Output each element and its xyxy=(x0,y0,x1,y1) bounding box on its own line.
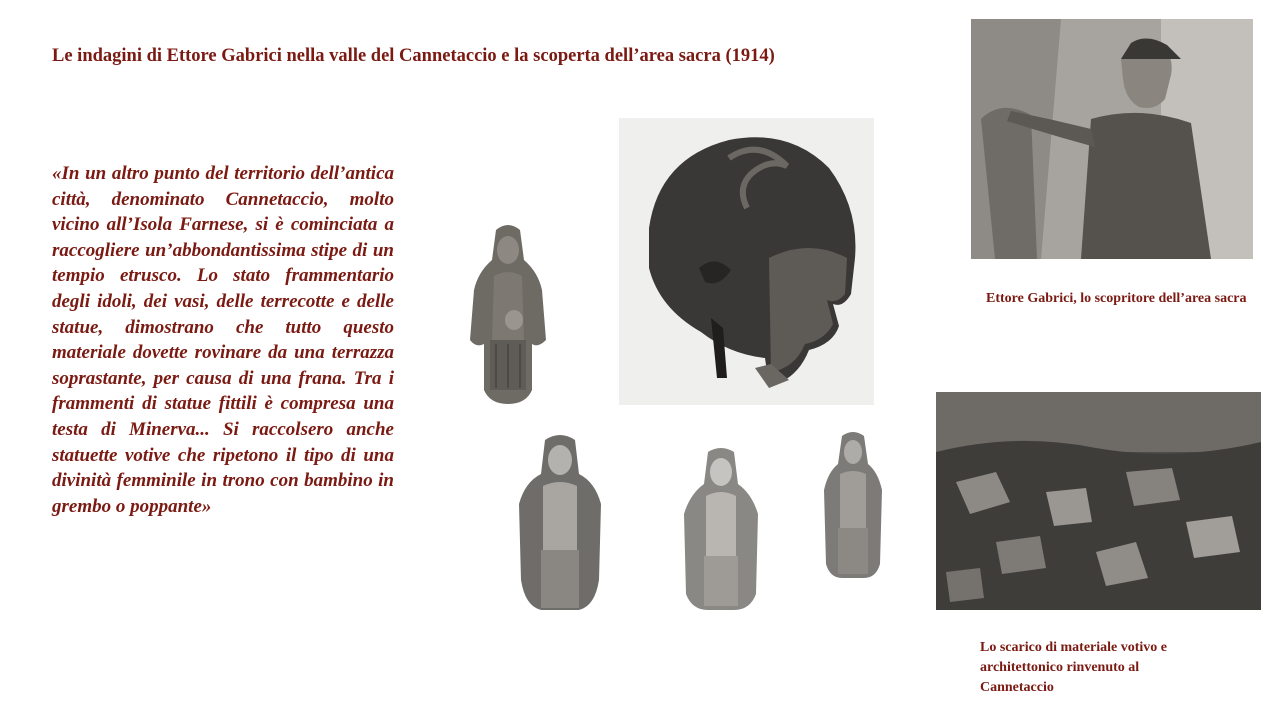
slide-title: Le indagini di Ettore Gabrici nella valle del Cannetaccio e la scoperta dell’area sacra (1914) xyxy=(52,46,775,66)
caption-dump: Lo scarico di materiale votivo e architettonico rinvenuto al Cannetaccio xyxy=(980,640,1168,695)
votive-dump-photo xyxy=(936,392,1261,610)
statuette-photo-seated-1 xyxy=(515,430,605,612)
statuette-photo-seated-3 xyxy=(822,428,884,580)
statuette-photo-seated-2 xyxy=(680,444,762,612)
minerva-head-photo xyxy=(619,118,874,405)
quote-text: «In un altro punto del territorio dell’antica città, denominato Cannetaccio, molto vicino all’Isola Farnese, si è cominciata a raccogliere un’abbondantissima stipe di un tempio etrusco. Lo stato frammentario degli idoli, dei vasi, delle terrecotte e delle statue, dimostrano che tutto questo materiale dovette rovinare da una terrazza soprastante, per causa di una frana. Tra i frammenti di statue fittili è compresa una testa di Minerva... Si raccolsero anche statuette votive che ripetono il tipo di una divinità femminile in trono con bambino in grembo o poppante» xyxy=(52,163,394,517)
caption-portrait: Ettore Gabrici, lo scopritore dell’area sacra xyxy=(986,291,1247,306)
gabrici-portrait-photo xyxy=(971,19,1253,259)
statuette-photo-kourotrophos xyxy=(466,220,550,406)
